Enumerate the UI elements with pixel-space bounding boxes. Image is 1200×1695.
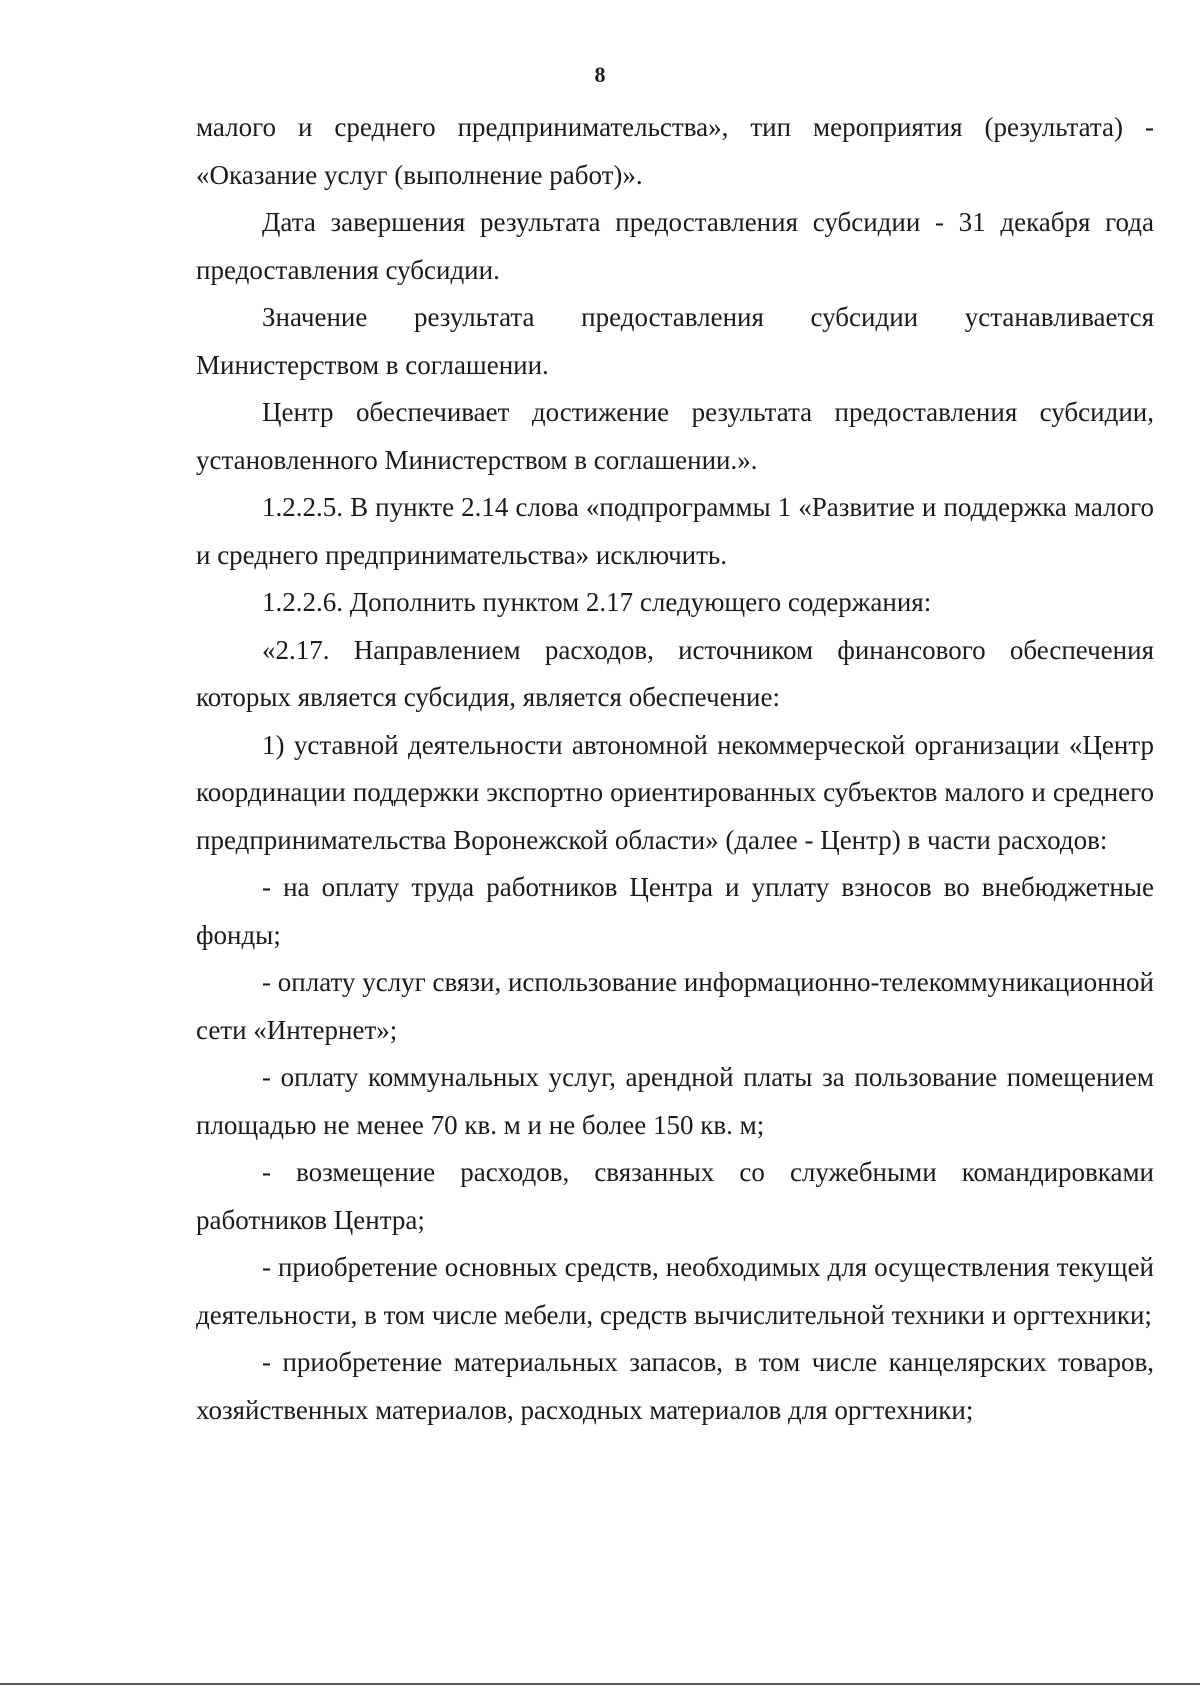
list-item-fixed-assets: - приобретение основных средств, необходимых для осуществления текущей деятельности, в том числе мебели, средств вычислительной техники и оргтехники; bbox=[196, 1252, 1154, 1330]
paragraph-1-2-2-6: 1.2.2.6. Дополнить пунктом 2.17 следующего содержания: bbox=[262, 587, 932, 617]
paragraph-center-ensures: Центр обеспечивает достижение результата предоставления субсидии, установленного Министерством в соглашении.». bbox=[196, 397, 1154, 475]
document-body bbox=[196, 104, 1154, 1434]
list-item-inventory: - приобретение материальных запасов, в том числе канцелярских товаров, хозяйственных материалов, расходных материалов для оргтехники; bbox=[196, 1347, 1154, 1425]
list-item-utilities-rent: - оплату коммунальных услуг, арендной платы за пользование помещением площадью не менее 70 кв. м и не более 150 кв. м; bbox=[196, 1062, 1154, 1140]
paragraph-item-1: 1) уставной деятельности автономной некоммерческой организации «Центр координации поддержки экспортно ориентированных субъектов малого и среднего предпринимательства Воронежской области» (далее - Центр) в части расходов: bbox=[196, 729, 1154, 855]
list-item-labor-payment: - на оплату труда работников Центра и уплату взносов во внебюджетные фонды; bbox=[196, 872, 1154, 950]
paragraph-result-end-date: Дата завершения результата предоставления субсидии - 31 декабря года предоставления субсидии. bbox=[196, 207, 1154, 285]
list-item-business-trips: - возмещение расходов, связанных со служебными командировками работников Центра; bbox=[196, 1157, 1154, 1235]
paragraph-continuation: малого и среднего предпринимательства», тип мероприятия (результата) - «Оказание услуг (выполнение работ)». bbox=[196, 112, 1154, 190]
bottom-scan-line bbox=[0, 1683, 1200, 1685]
page-number: 8 bbox=[594, 62, 606, 87]
paragraph-result-value: Значение результата предоставления субсидии устанавливается Министерством в соглашении. bbox=[196, 302, 1154, 380]
paragraph-1-2-2-5: 1.2.2.5. В пункте 2.14 слова «подпрограммы 1 «Развитие и поддержка малого и среднего предпринимательства» исключить. bbox=[196, 492, 1154, 570]
list-item-communication: - оплату услуг связи, использование информационно-телекоммуникационной сети «Интернет»; bbox=[196, 967, 1154, 1045]
paragraph-2-17: «2.17. Направлением расходов, источником финансового обеспечения которых является субсидия, является обеспечение: bbox=[196, 634, 1154, 712]
